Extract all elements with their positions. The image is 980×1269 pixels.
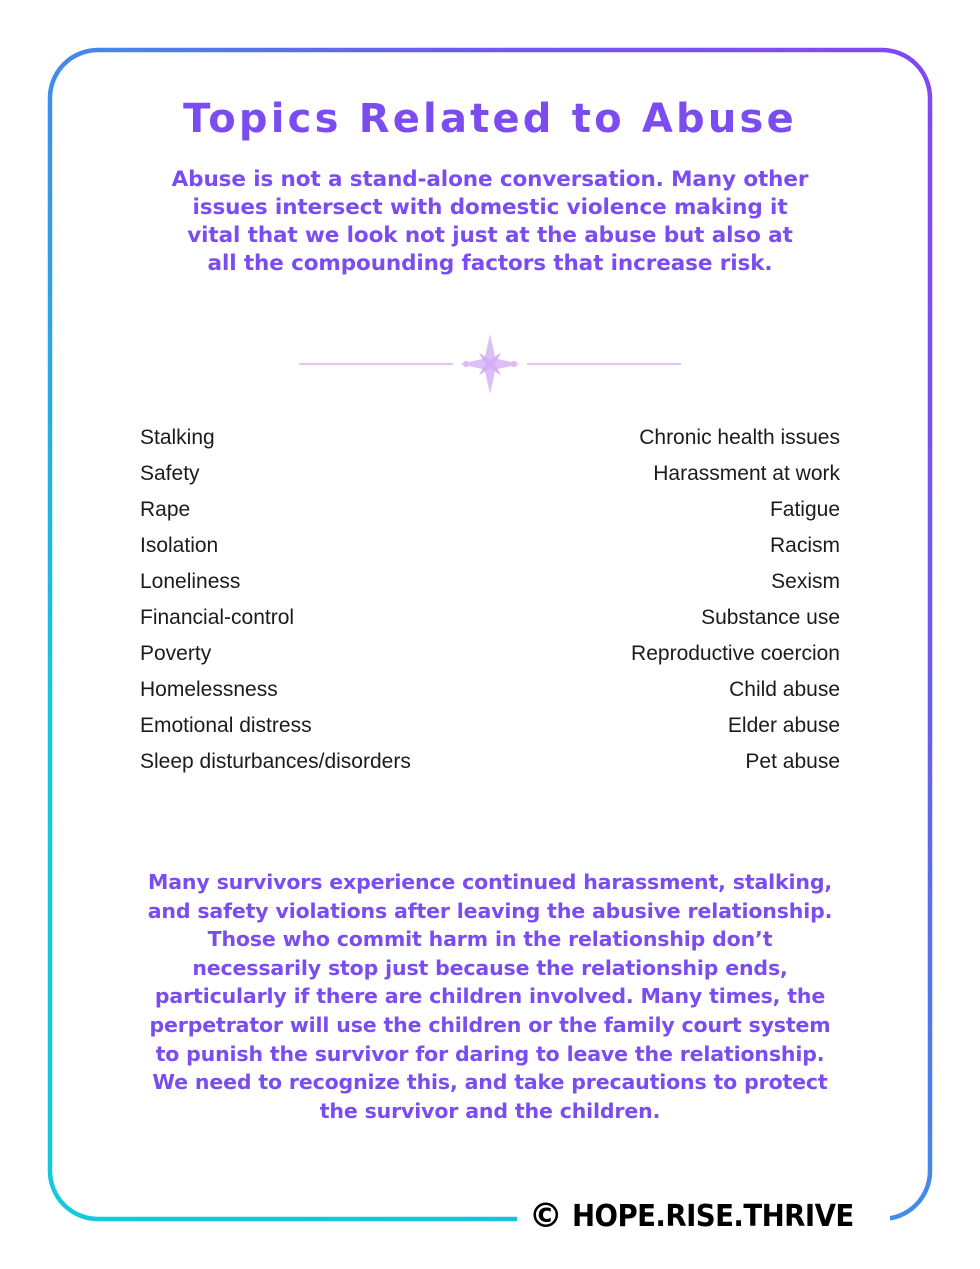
list-item: Loneliness: [140, 570, 241, 593]
brand-wordmark: [517, 1196, 890, 1236]
list-item: Isolation: [140, 534, 219, 557]
divider-dot-right: [511, 361, 517, 367]
intro-paragraph: Abuse is not a stand-alone conversation. Many other issues intersect with domestic violence making it vital that we look not just at the abuse but also at all the compounding factors that increase risk.: [171, 167, 809, 276]
list-item: Fatigue: [769, 498, 840, 521]
sparkle-divider: [290, 334, 690, 394]
list-item: Reproductive coercion: [631, 642, 840, 665]
list-item: Substance use: [701, 606, 840, 629]
page-title: Topics Related to Abuse: [183, 96, 797, 142]
topics-left-column: [140, 420, 411, 780]
list-item: Sexism: [771, 570, 840, 593]
poster-card: [50, 50, 930, 1219]
list-item: Child abuse: [729, 678, 840, 701]
list-item: Homelessness: [140, 678, 278, 701]
list-item: Poverty: [140, 642, 212, 665]
list-item: Emotional distress: [140, 714, 312, 737]
list-item: Elder abuse: [727, 714, 840, 737]
list-item: Stalking: [140, 426, 215, 449]
closing-paragraph: Many survivors experience continued harassment, stalking, and safety violations after leaving the abusive relationship. Those who commit harm in the relationship don’t necessarily stop just because the relationship ends, particularly if there are children involved. Many times, the perpetrator will use the children or the family court system to punish the survivor for daring to leave the relationship. We need to recognize this, and take precautions to protect the survivor and the children.: [147, 870, 833, 1123]
footer: [0, 1186, 980, 1246]
list-item: Racism: [769, 534, 840, 557]
list-item: Safety: [140, 462, 200, 485]
copyright-icon: ©: [528, 1196, 563, 1236]
topics-columns: [140, 420, 840, 780]
topics-right-column: [631, 420, 840, 780]
list-item: Rape: [140, 498, 191, 521]
brand-name: HOPE.RISE.THRIVE: [571, 1198, 854, 1234]
list-item: Sleep disturbances/disorders: [140, 750, 411, 773]
list-item: Chronic health issues: [639, 426, 840, 449]
list-item: Pet abuse: [745, 750, 840, 773]
list-item: Harassment at work: [653, 462, 840, 485]
list-item: Financial-control: [140, 606, 295, 629]
